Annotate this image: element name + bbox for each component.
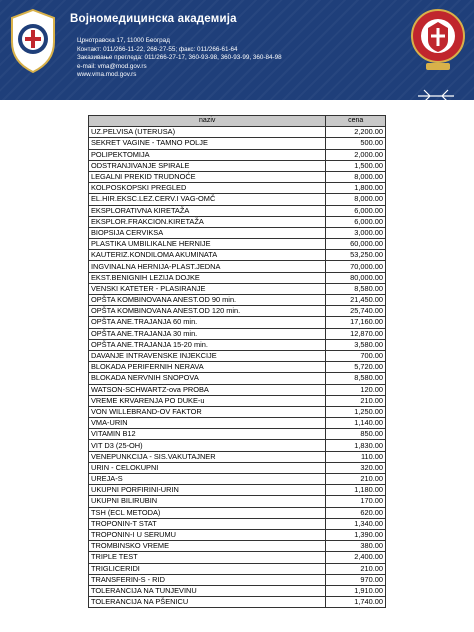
- table-row: [89, 250, 386, 261]
- service-name: POLIPEKTOMIJA: [89, 149, 326, 160]
- table-row: [89, 160, 386, 171]
- table-row: [89, 563, 386, 574]
- service-price: 12,870.00: [326, 328, 386, 339]
- table-row: [89, 149, 386, 160]
- table-row: [89, 395, 386, 406]
- service-name: DAVANJE INTRAVENSKE INJEKCIJE: [89, 350, 326, 361]
- table-row: [89, 261, 386, 272]
- service-price: 1,830.00: [326, 440, 386, 451]
- letterhead-banner: [0, 0, 474, 100]
- service-name: OPŠTA ANE.TRAJANJA 60 min.: [89, 317, 326, 328]
- table-row: [89, 474, 386, 485]
- service-name: TOLERANCIJA NA PŠENICU: [89, 597, 326, 608]
- service-price: 8,000.00: [326, 194, 386, 205]
- service-name: VENEPUNKCIJA - SIS.VAKUTAJNER: [89, 451, 326, 462]
- service-price: 700.00: [326, 350, 386, 361]
- service-price: 8,580.00: [326, 283, 386, 294]
- service-price: 380.00: [326, 541, 386, 552]
- table-row: [89, 485, 386, 496]
- service-name: OPŠTA KOMBINOVANA ANEST.OD 90 min.: [89, 295, 326, 306]
- service-name: UKUPNI BILIRUBIN: [89, 496, 326, 507]
- service-name: UZ.PELVISA (UTERUSA): [89, 127, 326, 138]
- service-name: TROMBINSKO VREME: [89, 541, 326, 552]
- table-row: [89, 440, 386, 451]
- table-row: [89, 194, 386, 205]
- service-name: BIOPSIJA CERVIKSA: [89, 227, 326, 238]
- service-price: 1,250.00: [326, 406, 386, 417]
- serbian-seal-icon: [410, 6, 466, 74]
- table-row: [89, 373, 386, 384]
- service-name: SEKRET VAGINE - TAMNO POLJE: [89, 138, 326, 149]
- table-row: [89, 239, 386, 250]
- service-price: 1,910.00: [326, 585, 386, 596]
- service-name: OPŠTA KOMBINOVANA ANEST.OD 120 min.: [89, 306, 326, 317]
- service-price: 25,740.00: [326, 306, 386, 317]
- service-price: 170.00: [326, 496, 386, 507]
- service-price: 53,250.00: [326, 250, 386, 261]
- academy-emblem-icon: [8, 8, 58, 74]
- service-price: 1,740.00: [326, 597, 386, 608]
- service-price: 21,450.00: [326, 295, 386, 306]
- table-row: [89, 585, 386, 596]
- service-price: 500.00: [326, 138, 386, 149]
- service-name: KOLPOSKOPSKI PREGLED: [89, 183, 326, 194]
- service-price: 210.00: [326, 395, 386, 406]
- table-header-row: [89, 116, 386, 127]
- phone-contact: Контакт: 011/266-11-22, 266-27-55; факс: 011/266-61-64: [77, 45, 238, 53]
- service-name: TROPONIN-I U SERUMU: [89, 529, 326, 540]
- organization-name: Војномедицинска академија: [70, 13, 237, 25]
- service-name: VMA-URIN: [89, 418, 326, 429]
- table-row: [89, 541, 386, 552]
- service-price: 620.00: [326, 507, 386, 518]
- website: www.vma.mod.gov.rs: [77, 71, 137, 79]
- service-name: EL.HIR.EKSC.LEZ.CERV.I VAG-OMČ: [89, 194, 326, 205]
- service-name: BLOKADA NERVNIH SNOPOVA: [89, 373, 326, 384]
- address: Црнотравска 17, 11000 Београд: [77, 37, 170, 44]
- service-name: TSH (ECL METODA): [89, 507, 326, 518]
- table-row: [89, 317, 386, 328]
- service-price: 60,000.00: [326, 239, 386, 250]
- table-row: [89, 418, 386, 429]
- service-name: TRANSFERIN-S - RID: [89, 574, 326, 585]
- contact-block: [77, 37, 282, 80]
- table-row: [89, 574, 386, 585]
- service-price: 3,580.00: [326, 339, 386, 350]
- table-row: [89, 496, 386, 507]
- service-name: EKSPLOR.FRAKCION.KIRETAŽA: [89, 216, 326, 227]
- service-price: 2,200.00: [326, 127, 386, 138]
- service-name: ODSTRANJIVANJE SPIRALE: [89, 160, 326, 171]
- appointment-phones: Заказивање прегледа: 011/266-27-17, 360-93-98, 360-93-99, 360-84-98: [77, 54, 282, 62]
- table-row: [89, 216, 386, 227]
- service-price: 120.00: [326, 384, 386, 395]
- service-name: TRIPLE TEST: [89, 552, 326, 563]
- service-name: VREME KRVARENJA PO DUKE-u: [89, 395, 326, 406]
- service-price: 70,000.00: [326, 261, 386, 272]
- service-name: UREJA-S: [89, 474, 326, 485]
- service-price: 970.00: [326, 574, 386, 585]
- table-row: [89, 183, 386, 194]
- table-row: [89, 462, 386, 473]
- service-name: BLOKADA PERIFERNIH NERAVA: [89, 362, 326, 373]
- table-row: [89, 507, 386, 518]
- service-name: TRIGLICERIDI: [89, 563, 326, 574]
- service-name: URIN - CELOKUPNI: [89, 462, 326, 473]
- service-price: 1,800.00: [326, 183, 386, 194]
- table-row: [89, 429, 386, 440]
- service-price: 3,000.00: [326, 227, 386, 238]
- email: e-mail: vma@mod.gov.rs: [77, 62, 147, 70]
- table-row: [89, 295, 386, 306]
- table-row: [89, 362, 386, 373]
- table-row: [89, 227, 386, 238]
- table-row: [89, 552, 386, 563]
- service-name: VIT D3 (25-OH): [89, 440, 326, 451]
- service-price: 6,000.00: [326, 216, 386, 227]
- column-header-name: naziv: [89, 116, 326, 127]
- table-row: [89, 529, 386, 540]
- table-row: [89, 138, 386, 149]
- service-name: VITAMIN B12: [89, 429, 326, 440]
- ornament-icon: [416, 84, 456, 100]
- service-price: 17,160.00: [326, 317, 386, 328]
- table-row: [89, 127, 386, 138]
- table-row: [89, 518, 386, 529]
- service-price: 5,720.00: [326, 362, 386, 373]
- table-row: [89, 205, 386, 216]
- service-name: OPŠTA ANE.TRAJANJA 30 min.: [89, 328, 326, 339]
- service-price: 8,580.00: [326, 373, 386, 384]
- service-price: 1,390.00: [326, 529, 386, 540]
- service-name: EKSPLORATIVNA KIRETAŽA: [89, 205, 326, 216]
- service-price: 1,180.00: [326, 485, 386, 496]
- table-row: [89, 406, 386, 417]
- table-row: [89, 306, 386, 317]
- service-name: VON WILLEBRAND-OV FAKTOR: [89, 406, 326, 417]
- service-name: TROPONIN-T STAT: [89, 518, 326, 529]
- table-row: [89, 339, 386, 350]
- service-name: INGVINALNA HERNIJA-PLAST.JEDNA: [89, 261, 326, 272]
- service-price: 1,340.00: [326, 518, 386, 529]
- service-price: 850.00: [326, 429, 386, 440]
- service-price: 2,000.00: [326, 149, 386, 160]
- service-name: EKST.BENIGNIH LEZIJA DOJKE: [89, 272, 326, 283]
- service-price: 210.00: [326, 474, 386, 485]
- service-price: 1,140.00: [326, 418, 386, 429]
- service-price: 320.00: [326, 462, 386, 473]
- table-row: [89, 171, 386, 182]
- table-row: [89, 283, 386, 294]
- price-list-table: [88, 115, 386, 608]
- service-price: 2,400.00: [326, 552, 386, 563]
- service-name: VENSKI KATETER - PLASIRANJE: [89, 283, 326, 294]
- service-name: PLASTIKA UMBILIKALNE HERNIJE: [89, 239, 326, 250]
- service-name: LEGALNI PREKID TRUDNOĆE: [89, 171, 326, 182]
- table-row: [89, 451, 386, 462]
- table-row: [89, 272, 386, 283]
- service-name: OPŠTA ANE.TRAJANJA 15-20 min.: [89, 339, 326, 350]
- table-row: [89, 597, 386, 608]
- table-row: [89, 350, 386, 361]
- service-price: 6,000.00: [326, 205, 386, 216]
- service-price: 110.00: [326, 451, 386, 462]
- service-price: 8,000.00: [326, 171, 386, 182]
- service-name: WATSON-SCHWARTZ-ova PROBA: [89, 384, 326, 395]
- service-price: 210.00: [326, 563, 386, 574]
- column-header-price: cena: [326, 116, 386, 127]
- service-name: UKUPNI PORFIRINI-URIN: [89, 485, 326, 496]
- table-row: [89, 384, 386, 395]
- service-price: 80,000.00: [326, 272, 386, 283]
- service-price: 1,500.00: [326, 160, 386, 171]
- service-name: KAUTERIZ.KONDILOMA AKUMINATA: [89, 250, 326, 261]
- service-name: TOLERANCIJA NA TUNJEVINU: [89, 585, 326, 596]
- table-row: [89, 328, 386, 339]
